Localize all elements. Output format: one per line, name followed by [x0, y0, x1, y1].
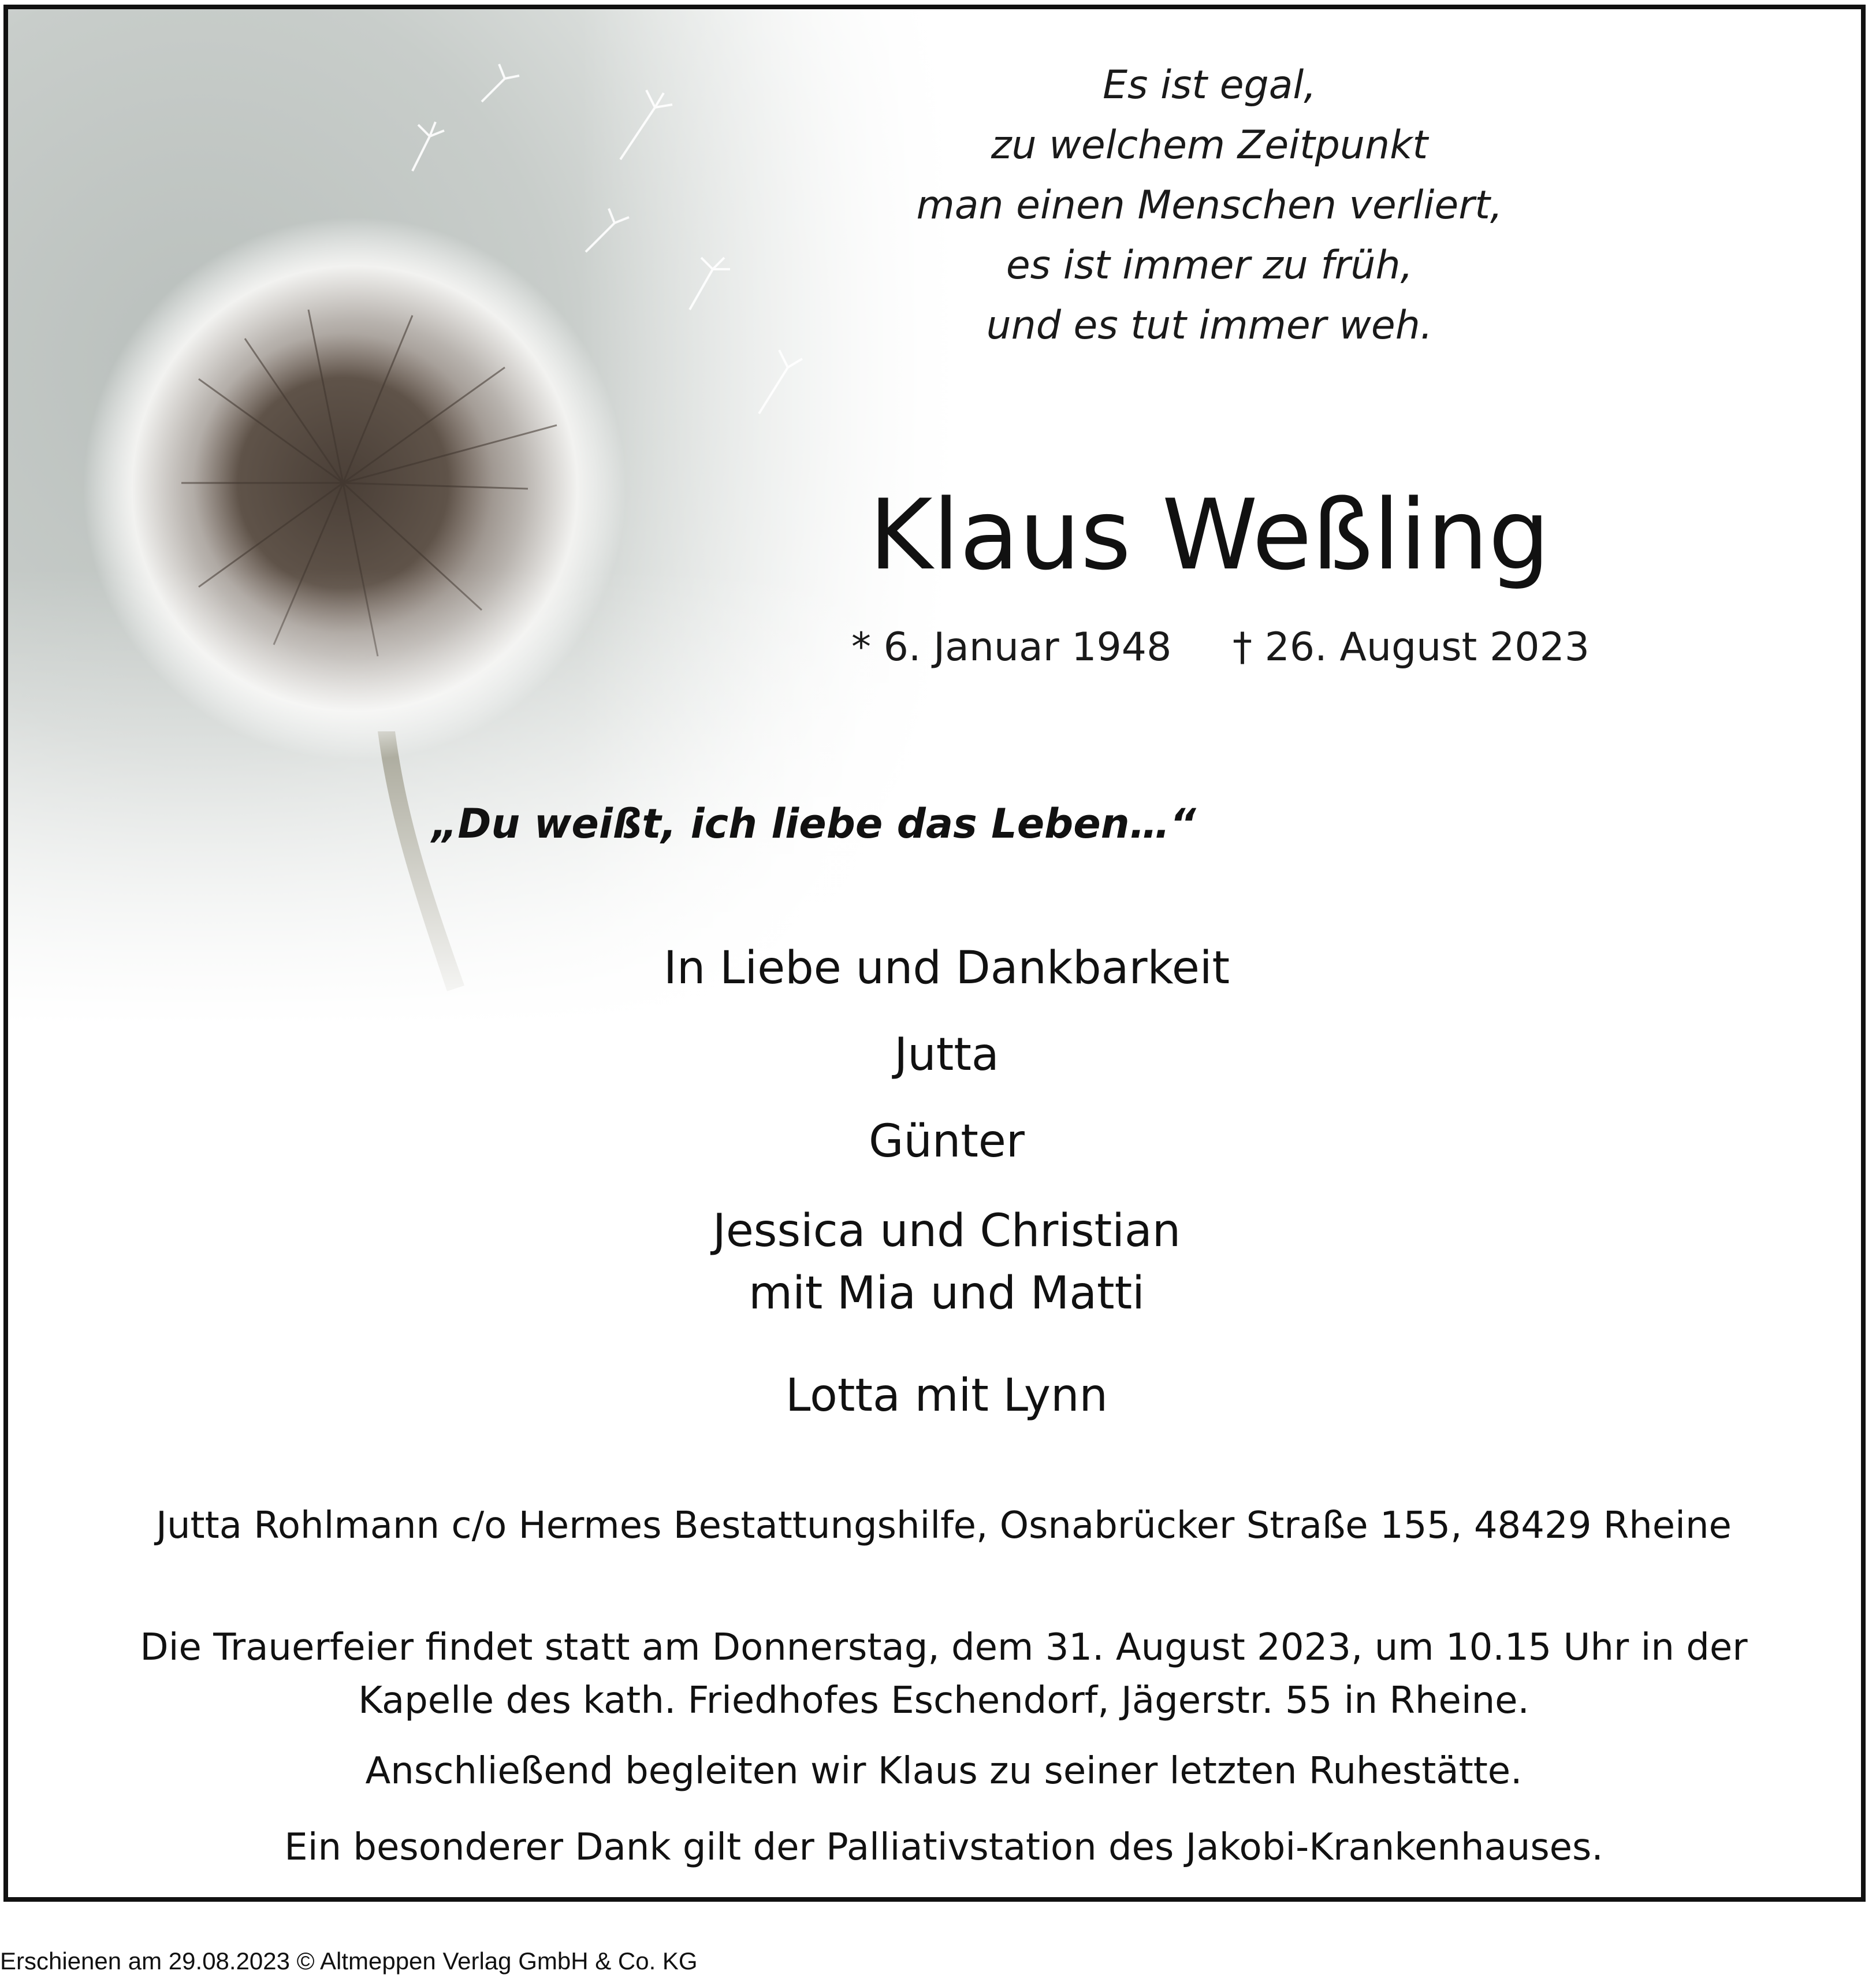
mourner-name: mit Mia und Matti: [749, 1267, 1145, 1319]
poem-line: und es tut immer weh.: [986, 303, 1433, 348]
deceased-name: Klaus Weßling: [869, 478, 1550, 592]
obituary-notice: [3, 5, 1866, 1902]
service-line: Kapelle des kath. Friedhofes Eschendorf, Jägerstr. 55 in Rheine.: [358, 1679, 1529, 1722]
death-date: † 26. August 2023: [1233, 624, 1590, 670]
poem: [805, 55, 1614, 356]
poem-line: man einen Menschen verliert,: [916, 183, 1503, 228]
mourner-name: Jessica und Christian: [712, 1205, 1181, 1257]
service-info: [31, 1621, 1856, 1874]
poem-line: es ist immer zu früh,: [1006, 243, 1413, 288]
poem-line: Es ist egal,: [1103, 62, 1316, 108]
thanks-line: Ein besonderer Dank gilt der Palliativstation des Jakobi-Krankenhauses.: [284, 1826, 1603, 1869]
poem-line: zu welchem Zeitpunkt: [991, 122, 1428, 168]
publication-credit: Erschienen am 29.08.2023 © Altmeppen Verlag GmbH & Co. KG: [0, 1947, 698, 1975]
mourner-name: Lotta mit Lynn: [786, 1370, 1108, 1422]
mourner-name: Günter: [869, 1116, 1025, 1168]
birth-date: * 6. Januar 1948: [851, 624, 1172, 670]
service-line: Anschließend begleiten wir Klaus zu seiner letzten Ruhestätte.: [365, 1750, 1523, 1793]
mourners-intro: In Liebe und Dankbarkeit: [663, 942, 1230, 994]
contact-address: Jutta Rohlmann c/o Hermes Bestattungshilfe, Osnabrücker Straße 155, 48429 Rheine: [156, 1504, 1732, 1547]
service-line: Die Trauerfeier findet statt am Donnerstag, dem 31. August 2023, um 10.15 Uhr in der: [140, 1626, 1748, 1669]
mourner-name: Jutta: [894, 1029, 999, 1081]
quote: „Du weißt, ich liebe das Leben…“: [431, 800, 1196, 847]
